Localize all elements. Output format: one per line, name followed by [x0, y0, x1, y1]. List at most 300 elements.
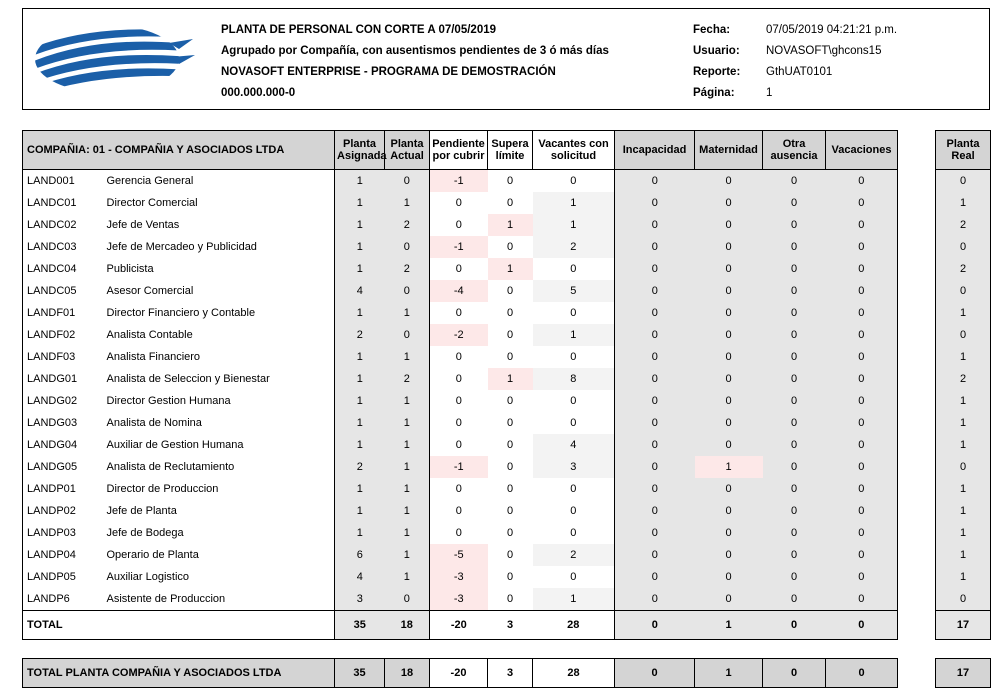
- value-cell: 0: [695, 368, 763, 390]
- position-code: LANDC04: [23, 258, 105, 280]
- value-cell: 0: [763, 566, 826, 588]
- value-cell: 0: [763, 258, 826, 280]
- value-cell: 0: [533, 258, 615, 280]
- grand-total-cell: 1: [695, 659, 763, 688]
- value-cell: -1: [430, 236, 488, 258]
- value-cell: 0: [533, 566, 615, 588]
- grand-total-gap: [898, 659, 936, 688]
- value-cell: 0: [615, 500, 695, 522]
- value-cell: 0: [695, 412, 763, 434]
- pagina-label: Página:: [693, 87, 735, 99]
- position-code: LANDP03: [23, 522, 105, 544]
- value-cell: 0: [826, 346, 898, 368]
- gap-cell: [898, 192, 936, 214]
- value-cell: 0: [430, 302, 488, 324]
- gap-cell: [898, 500, 936, 522]
- value-cell: 4: [335, 566, 385, 588]
- table-row: [23, 456, 991, 478]
- value-cell: 0: [826, 544, 898, 566]
- meta-fecha: [693, 23, 897, 44]
- value-cell: 0: [615, 236, 695, 258]
- value-cell: 1: [335, 170, 385, 193]
- total-cell: 0: [615, 611, 695, 640]
- gap-cell: [898, 280, 936, 302]
- grand-total-row: [23, 659, 991, 688]
- value-cell: -1: [430, 456, 488, 478]
- position-code: LANDP6: [23, 588, 105, 611]
- col-planta-asignada: Planta Asignada: [335, 131, 385, 170]
- value-cell: 0: [430, 192, 488, 214]
- value-cell: 1: [533, 324, 615, 346]
- position-description: Asesor Comercial: [105, 280, 335, 302]
- value-cell: 1: [936, 478, 991, 500]
- value-cell: 0: [936, 236, 991, 258]
- gap-cell: [898, 390, 936, 412]
- gap-cell: [898, 302, 936, 324]
- position-description: Jefe de Ventas: [105, 214, 335, 236]
- value-cell: 0: [506, 439, 514, 451]
- value-cell: 0: [533, 390, 615, 412]
- gap-cell: [898, 434, 936, 456]
- value-cell: 1: [335, 522, 385, 544]
- col-otra-ausencia: Otra ausencia: [763, 131, 826, 170]
- value-cell: 1: [335, 434, 385, 456]
- value-cell: 1: [385, 302, 430, 324]
- value-cell: 1: [936, 192, 991, 214]
- value-cell: 1: [488, 368, 533, 390]
- position-code: LANDG03: [23, 412, 105, 434]
- col-planta-actual: Planta Actual: [385, 131, 430, 170]
- table-row: [23, 522, 991, 544]
- table-row: [23, 588, 991, 611]
- value-cell: 0: [430, 478, 488, 500]
- gap-cell: [898, 412, 936, 434]
- fecha-label: Fecha:: [693, 24, 731, 36]
- value-cell: 0: [533, 478, 615, 500]
- value-cell: 0: [615, 258, 695, 280]
- value-cell: 0: [506, 571, 514, 583]
- value-cell: 3: [533, 456, 615, 478]
- value-cell: 0: [763, 236, 826, 258]
- grand-total-cell: 3: [488, 659, 533, 688]
- value-cell: 0: [385, 280, 430, 302]
- table-row: [23, 478, 991, 500]
- meta-usuario: [693, 44, 897, 65]
- value-cell: 1: [936, 566, 991, 588]
- value-cell: 0: [826, 280, 898, 302]
- value-cell: 0: [826, 500, 898, 522]
- grand-total-cell: 0: [826, 659, 898, 688]
- position-code: LAND001: [23, 170, 105, 193]
- total-cell: 17: [936, 611, 991, 640]
- value-cell: 1: [936, 390, 991, 412]
- position-code: LANDC03: [23, 236, 105, 258]
- gap-cell: [898, 522, 936, 544]
- value-cell: 1: [488, 214, 533, 236]
- value-cell: 0: [695, 302, 763, 324]
- value-cell: 2: [936, 214, 991, 236]
- value-cell: 0: [615, 214, 695, 236]
- position-description: Jefe de Bodega: [105, 522, 335, 544]
- value-cell: 0: [506, 197, 514, 209]
- value-cell: 1: [936, 412, 991, 434]
- value-cell: 2: [385, 214, 430, 236]
- col-gap: [898, 131, 936, 170]
- value-cell: 1: [335, 390, 385, 412]
- value-cell: 0: [763, 302, 826, 324]
- value-cell: 0: [533, 170, 615, 193]
- value-cell: 8: [533, 368, 615, 390]
- value-cell: 1: [385, 192, 430, 214]
- value-cell: 0: [826, 434, 898, 456]
- value-cell: 0: [826, 412, 898, 434]
- table-row: [23, 368, 991, 390]
- company-logo-icon: [29, 19, 199, 99]
- gap-cell: [898, 588, 936, 611]
- value-cell: 2: [936, 258, 991, 280]
- value-cell: 0: [430, 500, 488, 522]
- value-cell: 0: [615, 390, 695, 412]
- position-code: LANDP05: [23, 566, 105, 588]
- position-code: LANDF02: [23, 324, 105, 346]
- value-cell: 0: [826, 170, 898, 193]
- reporte-value: GthUAT0101: [766, 66, 833, 78]
- position-description: Analista de Nomina: [105, 412, 335, 434]
- grand-total-label: TOTAL PLANTA COMPAÑIA Y ASOCIADOS LTDA: [23, 659, 335, 688]
- position-code: LANDG01: [23, 368, 105, 390]
- meta-pagina: [693, 86, 897, 107]
- value-cell: 0: [695, 280, 763, 302]
- position-code: LANDC05: [23, 280, 105, 302]
- total-cell: 35: [335, 611, 385, 640]
- value-cell: 1: [385, 500, 430, 522]
- value-cell: 2: [335, 456, 385, 478]
- gap-cell: [898, 346, 936, 368]
- value-cell: 0: [826, 522, 898, 544]
- report-title-block: [221, 23, 609, 107]
- position-description: Director de Produccion: [105, 478, 335, 500]
- value-cell: 0: [430, 390, 488, 412]
- value-cell: 1: [385, 566, 430, 588]
- value-cell: 0: [763, 390, 826, 412]
- value-cell: 0: [826, 478, 898, 500]
- usuario-label: Usuario:: [693, 45, 740, 57]
- value-cell: 0: [506, 241, 514, 253]
- value-cell: 1: [936, 302, 991, 324]
- value-cell: 0: [430, 368, 488, 390]
- grand-total-cell: 0: [763, 659, 826, 688]
- value-cell: 0: [615, 346, 695, 368]
- value-cell: 1: [335, 236, 385, 258]
- table-row: [23, 324, 991, 346]
- value-cell: 1: [385, 478, 430, 500]
- value-cell: 1: [936, 500, 991, 522]
- value-cell: 0: [763, 192, 826, 214]
- value-cell: 0: [506, 527, 514, 539]
- value-cell: 0: [506, 417, 514, 429]
- value-cell: 1: [695, 456, 763, 478]
- position-code: LANDG02: [23, 390, 105, 412]
- grand-total-table: [22, 658, 991, 688]
- value-cell: -5: [430, 544, 488, 566]
- value-cell: 0: [615, 434, 695, 456]
- value-cell: 1: [533, 214, 615, 236]
- value-cell: 0: [826, 236, 898, 258]
- value-cell: 1: [385, 390, 430, 412]
- col-maternidad: Maternidad: [695, 131, 763, 170]
- value-cell: 0: [695, 544, 763, 566]
- total-cell: 1: [695, 611, 763, 640]
- value-cell: 0: [695, 192, 763, 214]
- value-cell: 0: [695, 390, 763, 412]
- position-code: LANDC02: [23, 214, 105, 236]
- gap-cell: [898, 236, 936, 258]
- value-cell: 0: [615, 280, 695, 302]
- value-cell: 1: [385, 412, 430, 434]
- value-cell: 0: [695, 478, 763, 500]
- position-description: Director Gestion Humana: [105, 390, 335, 412]
- company-nit: 000.000.000-0: [221, 87, 296, 99]
- value-cell: 0: [763, 500, 826, 522]
- value-cell: 1: [936, 522, 991, 544]
- value-cell: 0: [763, 346, 826, 368]
- value-cell: 1: [335, 346, 385, 368]
- value-cell: 0: [763, 214, 826, 236]
- value-cell: 1: [533, 588, 615, 611]
- value-cell: 1: [385, 456, 430, 478]
- value-cell: 0: [763, 170, 826, 193]
- value-cell: 1: [533, 192, 615, 214]
- value-cell: 1: [385, 434, 430, 456]
- value-cell: 0: [826, 258, 898, 280]
- value-cell: 0: [430, 258, 488, 280]
- position-code: LANDG04: [23, 434, 105, 456]
- value-cell: -2: [430, 324, 488, 346]
- fecha-value: 07/05/2019 04:21:21 p.m.: [766, 24, 898, 36]
- value-cell: 0: [936, 588, 991, 611]
- value-cell: 1: [936, 544, 991, 566]
- table-row: [23, 390, 991, 412]
- value-cell: 1: [335, 214, 385, 236]
- value-cell: 0: [695, 566, 763, 588]
- value-cell: 2: [385, 368, 430, 390]
- value-cell: 1: [385, 544, 430, 566]
- value-cell: 0: [506, 461, 514, 473]
- value-cell: 0: [533, 412, 615, 434]
- grand-total-cell: 18: [385, 659, 430, 688]
- col-vacantes: Vacantes con solicitud: [533, 131, 615, 170]
- value-cell: 0: [695, 324, 763, 346]
- value-cell: 0: [763, 544, 826, 566]
- value-cell: 1: [335, 302, 385, 324]
- position-description: Auxiliar Logistico: [105, 566, 335, 588]
- gap-cell: [898, 368, 936, 390]
- value-cell: 0: [763, 456, 826, 478]
- company-header: COMPAÑIA: 01 - COMPAÑIA Y ASOCIADOS LTDA: [23, 131, 335, 170]
- value-cell: 0: [826, 456, 898, 478]
- position-description: Jefe de Mercadeo y Publicidad: [105, 236, 335, 258]
- value-cell: 2: [936, 368, 991, 390]
- position-description: Director Financiero y Contable: [105, 302, 335, 324]
- value-cell: 0: [695, 170, 763, 193]
- position-code: LANDP02: [23, 500, 105, 522]
- value-cell: 1: [936, 346, 991, 368]
- usuario-value: NOVASOFT\ghcons15: [766, 45, 882, 57]
- value-cell: 0: [615, 302, 695, 324]
- meta-reporte: [693, 65, 897, 86]
- table-row: [23, 346, 991, 368]
- table-row: [23, 566, 991, 588]
- table-row: [23, 434, 991, 456]
- value-cell: 1: [936, 434, 991, 456]
- value-cell: 0: [430, 522, 488, 544]
- grand-total-cell: 28: [533, 659, 615, 688]
- value-cell: 0: [430, 434, 488, 456]
- grand-total-cell: -20: [430, 659, 488, 688]
- value-cell: 0: [533, 500, 615, 522]
- total-cell: 28: [533, 611, 615, 640]
- value-cell: 0: [826, 368, 898, 390]
- gap-cell: [898, 214, 936, 236]
- col-planta-real: Planta Real: [936, 131, 991, 170]
- value-cell: 0: [506, 285, 514, 297]
- value-cell: 0: [506, 505, 514, 517]
- value-cell: 0: [506, 593, 514, 605]
- gap-cell: [898, 324, 936, 346]
- value-cell: 0: [763, 324, 826, 346]
- value-cell: 0: [826, 588, 898, 611]
- value-cell: 4: [533, 434, 615, 456]
- value-cell: 1: [335, 192, 385, 214]
- position-description: Operario de Planta: [105, 544, 335, 566]
- position-description: Asistente de Produccion: [105, 588, 335, 611]
- table-row: [23, 280, 991, 302]
- total-cell: -20: [430, 611, 488, 640]
- value-cell: 1: [335, 412, 385, 434]
- value-cell: 1: [385, 346, 430, 368]
- value-cell: 0: [763, 434, 826, 456]
- value-cell: 0: [385, 588, 430, 611]
- value-cell: 0: [695, 522, 763, 544]
- position-code: LANDF01: [23, 302, 105, 324]
- value-cell: 0: [385, 170, 430, 193]
- position-code: LANDP01: [23, 478, 105, 500]
- gap-cell: [898, 544, 936, 566]
- grand-total-cell: 17: [936, 659, 991, 688]
- value-cell: 0: [763, 368, 826, 390]
- value-cell: 0: [506, 483, 514, 495]
- position-description: Analista Contable: [105, 324, 335, 346]
- value-cell: 0: [615, 522, 695, 544]
- value-cell: 0: [763, 588, 826, 611]
- value-cell: 0: [615, 324, 695, 346]
- value-cell: 0: [533, 346, 615, 368]
- total-cell: 3: [488, 611, 533, 640]
- value-cell: 0: [695, 434, 763, 456]
- report-title: PLANTA DE PERSONAL CON CORTE A 07/05/2019: [221, 24, 497, 36]
- value-cell: 0: [695, 258, 763, 280]
- table-row: [23, 500, 991, 522]
- value-cell: 2: [533, 544, 615, 566]
- value-cell: 0: [936, 170, 991, 193]
- value-cell: 0: [763, 478, 826, 500]
- pagina-value: 1: [766, 87, 773, 99]
- value-cell: 0: [430, 214, 488, 236]
- col-incapacidad: Incapacidad: [615, 131, 695, 170]
- value-cell: -1: [430, 170, 488, 193]
- value-cell: 0: [936, 280, 991, 302]
- value-cell: 0: [506, 175, 514, 187]
- value-cell: -4: [430, 280, 488, 302]
- value-cell: 0: [506, 351, 514, 363]
- value-cell: 1: [385, 522, 430, 544]
- gap-cell: [898, 170, 936, 193]
- value-cell: 2: [335, 324, 385, 346]
- total-cell: 0: [826, 611, 898, 640]
- gap-cell: [898, 456, 936, 478]
- value-cell: 4: [335, 280, 385, 302]
- value-cell: 0: [695, 214, 763, 236]
- table-row: [23, 258, 991, 280]
- value-cell: 0: [695, 588, 763, 611]
- staff-plan-table: [22, 130, 991, 640]
- value-cell: 0: [506, 329, 514, 341]
- value-cell: 0: [430, 412, 488, 434]
- position-description: Analista de Seleccion y Bienestar: [105, 368, 335, 390]
- value-cell: 3: [335, 588, 385, 611]
- value-cell: -3: [430, 566, 488, 588]
- gap-cell: [898, 258, 936, 280]
- value-cell: 0: [506, 549, 514, 561]
- grand-total-cell: 35: [335, 659, 385, 688]
- table-row: [23, 236, 991, 258]
- table-body: [23, 170, 991, 640]
- value-cell: -3: [430, 588, 488, 611]
- value-cell: 0: [826, 302, 898, 324]
- table-header-row: [23, 131, 991, 170]
- value-cell: 6: [335, 544, 385, 566]
- position-code: LANDP04: [23, 544, 105, 566]
- value-cell: 0: [533, 302, 615, 324]
- position-description: Director Comercial: [105, 192, 335, 214]
- position-description: Analista Financiero: [105, 346, 335, 368]
- value-cell: 0: [615, 192, 695, 214]
- report-header: [22, 8, 990, 110]
- value-cell: 0: [385, 324, 430, 346]
- col-vacaciones: Vacaciones: [826, 131, 898, 170]
- grand-total-cell: 0: [615, 659, 695, 688]
- total-cell: 0: [763, 611, 826, 640]
- reporte-label: Reporte:: [693, 66, 741, 78]
- value-cell: 0: [826, 324, 898, 346]
- value-cell: 0: [826, 192, 898, 214]
- value-cell: 0: [615, 170, 695, 193]
- position-code: LANDC01: [23, 192, 105, 214]
- value-cell: 0: [506, 395, 514, 407]
- value-cell: 0: [763, 412, 826, 434]
- value-cell: 0: [695, 236, 763, 258]
- position-description: Auxiliar de Gestion Humana: [105, 434, 335, 456]
- value-cell: 0: [826, 214, 898, 236]
- table-row: [23, 412, 991, 434]
- value-cell: 1: [335, 258, 385, 280]
- col-supera: Supera límite: [488, 131, 533, 170]
- value-cell: 0: [615, 368, 695, 390]
- col-pendiente: Pendiente por cubrir: [430, 131, 488, 170]
- total-cell: 18: [385, 611, 430, 640]
- value-cell: 0: [430, 346, 488, 368]
- value-cell: 0: [615, 544, 695, 566]
